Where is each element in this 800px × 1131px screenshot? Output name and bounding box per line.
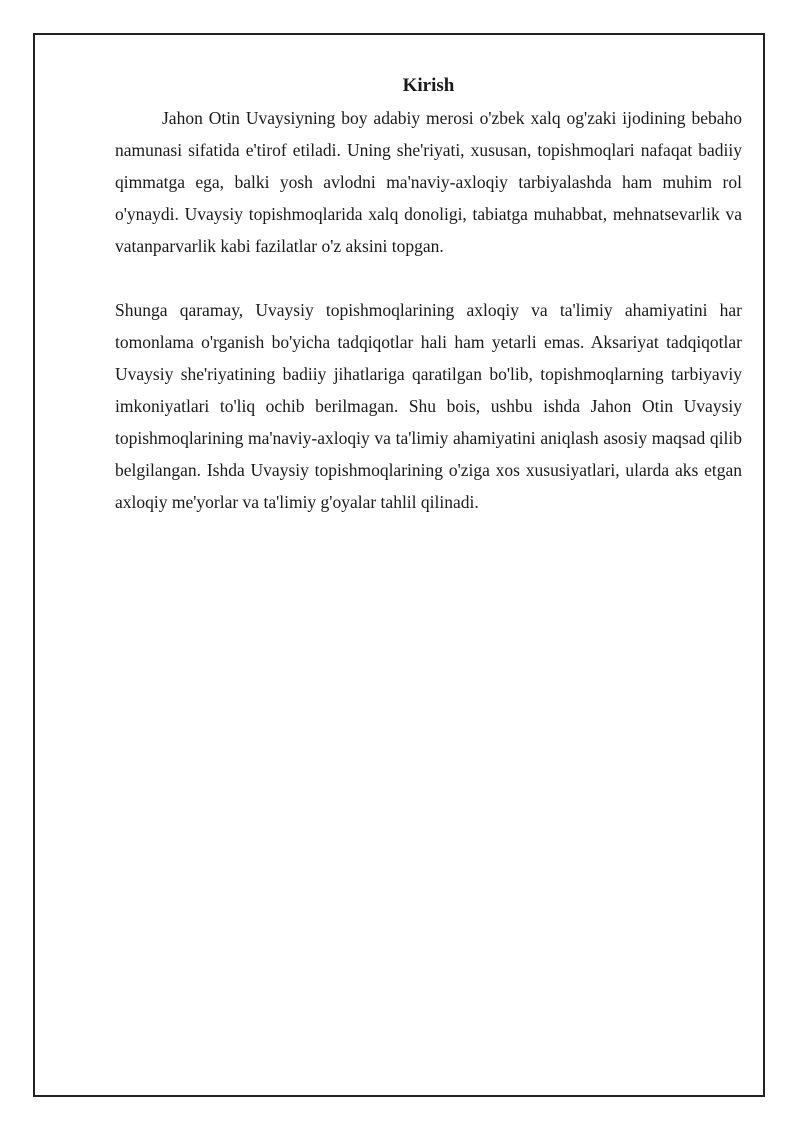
paragraph-intro: Jahon Otin Uvaysiyning boy adabiy merosi o'zbek xalq og'zaki ijodining bebaho namunasi sifatida e'tirof etiladi. Uning she'riyati, xususan, topishmoqlari nafaqat badiiy qimmatga ega, balki yosh avlodni ma'naviy-axloqiy tarbiyalashda ham muhim rol o'ynaydi. Uvaysiy topishmoqlarida xalq donoligi, tabiatga muhabbat, mehnatsevarlik va vatanparvarlik kabi fazilatlar o'z aksini topgan. (115, 108, 742, 256)
document-title: Kirish (402, 75, 455, 96)
paragraph-spacer (115, 262, 742, 294)
paragraph-research-gap: Shunga qaramay, Uvaysiy topishmoqlarining axloqiy va ta'limiy ahamiyatini har tomonlama o'rganish bo'yicha tadqiqotlar hali ham yetarli emas. Aksariyat tadqiqotlar Uvaysiy she'riyatining badiiy jihatlariga qaratilgan bo'lib, topishmoqlarning tarbiyaviy imkoniyatlari to'liq ochib berilmagan. Shu bois, ushbu ishda Jahon Otin Uvaysiy topishmoqlarining ma'naviy-axloqiy va ta'limiy ahamiyatini aniqlash asosiy maqsad qilib belgilangan. Ishda Uvaysiy topishmoqlarining o'ziga xos xususiyatlari, ularda aks etgan axloqiy me'yorlar va ta'limiy g'oyalar tahlil qilinadi. (115, 300, 742, 512)
document-body (115, 72, 742, 518)
